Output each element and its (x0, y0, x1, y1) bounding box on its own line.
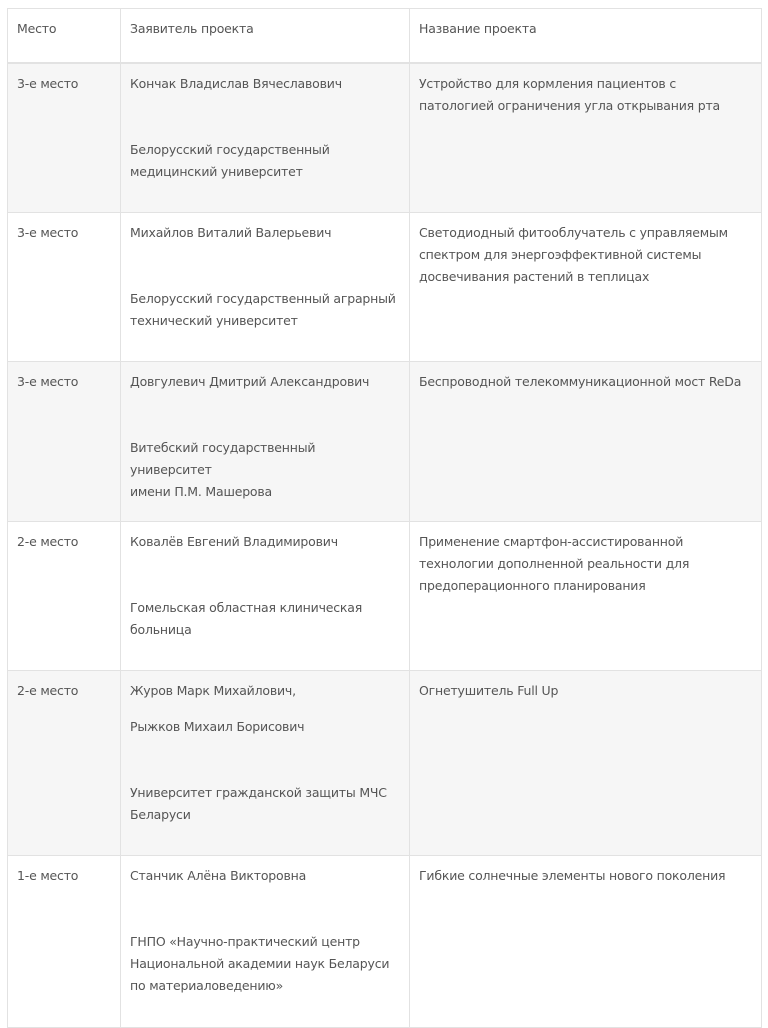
applicant-name: Журов Марк Михайлович, (130, 682, 296, 698)
table-row (8, 63, 762, 212)
table-row (8, 361, 762, 521)
applicant-name: Довгулевич Дмитрий Александрович (130, 373, 370, 389)
applicant-cell (121, 855, 410, 1027)
place-cell: 2-е место (8, 521, 121, 670)
header-project-name: Название проекта (410, 9, 762, 64)
organization-line: Беларуси (130, 806, 191, 822)
place-cell: 2-е место (8, 670, 121, 855)
applicant-name: Ковалёв Евгений Владимирович (130, 533, 338, 549)
header-applicant: Заявитель проекта (121, 9, 410, 64)
organization-line: по материаловедению» (130, 977, 284, 993)
applicant-cell (121, 361, 410, 521)
applicant-cell (121, 63, 410, 212)
applicant-cell (121, 521, 410, 670)
organization-line: Белорусский государственный (130, 142, 330, 157)
table-row (8, 855, 762, 1027)
project-name-cell: Устройство для кормления пациентов с патологией ограничения угла открывания рта (410, 63, 762, 212)
project-name-cell: Применение смартфон-ассистированной технологии дополненной реальности для предоперационного планирования (410, 521, 762, 670)
results-table (7, 8, 762, 1028)
applicant-cell (121, 212, 410, 361)
applicant-name: Рыжков Михаил Борисович (130, 718, 305, 734)
organization-line: больница (130, 621, 192, 637)
organization-line: Гомельская областная клиническая (130, 599, 363, 615)
organization-line: технический университет (130, 312, 298, 328)
project-name-cell: Беспроводной телекоммуникационной мост ReDa (410, 361, 762, 521)
organization-line: Белорусский государственный аграрный (130, 290, 396, 306)
project-name-cell: Светодиодный фитооблучатель с управляемым спектром для энергоэффективной системы досвечивания растений в теплицах (410, 212, 762, 361)
applicant-cell (121, 670, 410, 855)
organization-line: Университет гражданской защиты МЧС (130, 784, 387, 800)
table-header-row (8, 9, 762, 64)
table-row (8, 670, 762, 855)
applicant-name: Станчик Алёна Викторовна (130, 867, 307, 883)
project-name-cell: Огнетушитель Full Up (410, 670, 762, 855)
place-cell: 1-е место (8, 855, 121, 1027)
project-name-cell: Гибкие солнечные элементы нового поколения (410, 855, 762, 1027)
organization-line: имени П.М. Машерова (130, 483, 273, 499)
place-cell: 3-е место (8, 63, 121, 212)
results-table-container (7, 8, 761, 1028)
applicant-name: Кончак Владислав Вячеславович (130, 76, 342, 91)
organization-line: Витебский государственный университет (130, 439, 316, 477)
organization-line: медицинский университет (130, 164, 303, 179)
table-row (8, 521, 762, 670)
organization-line: ГНПО «Научно-практический центр (130, 933, 360, 949)
organization-line: Национальной академии наук Беларуси (130, 955, 390, 971)
table-row (8, 212, 762, 361)
applicant-name: Михайлов Виталий Валерьевич (130, 224, 332, 240)
header-place: Место (8, 9, 121, 64)
place-cell: 3-е место (8, 212, 121, 361)
place-cell: 3-е место (8, 361, 121, 521)
